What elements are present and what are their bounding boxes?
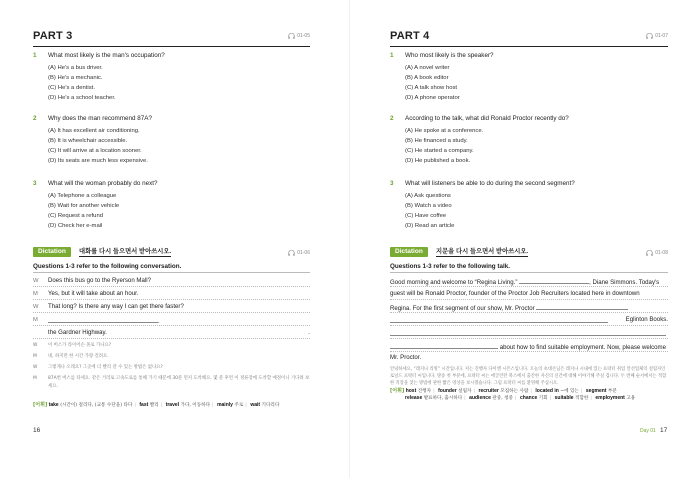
speaker-label: M xyxy=(33,376,37,381)
dictation-subhead: Questions 1-3 refer to the following conversation. xyxy=(33,263,310,273)
translation-text: 네, 하지만 한 시간 가량 걸려요. xyxy=(48,354,109,359)
question-text: What will listeners be able to do during the second segment? xyxy=(405,180,575,187)
option-a[interactable]: (A) It has excellent air conditioning. xyxy=(48,128,140,134)
option-b[interactable]: (B) He's a mechanic. xyxy=(48,75,103,81)
talk-text: about how to find suitable employment. Now, please welcome xyxy=(499,344,667,351)
dictation-line xyxy=(390,289,668,300)
question-text: Who most likely is the speaker? xyxy=(405,52,494,59)
answer-blank[interactable] xyxy=(536,302,628,310)
speaker-label: W xyxy=(33,304,39,310)
speaker-label: W xyxy=(33,343,38,348)
vocab-word: located in xyxy=(535,388,559,394)
dictation-line xyxy=(33,289,310,300)
talk-text: , Diane Simmons. Today's xyxy=(589,279,660,286)
dictation-line xyxy=(390,302,668,313)
option-b[interactable]: (B) It is wheelchair accessible. xyxy=(48,138,128,144)
audio-track[interactable] xyxy=(646,33,668,39)
headphones-icon xyxy=(288,33,295,39)
talk-text: Good morning and welcome to “Regina Living.” xyxy=(390,279,518,286)
dictation-instruction: 대화를 다시 들으면서 받아쓰시오. xyxy=(79,248,172,255)
vocab-meaning: 부분 xyxy=(607,389,617,394)
option-c[interactable]: (C) It will arrive at a location sooner. xyxy=(48,148,142,154)
vocab-word: fast xyxy=(139,402,149,408)
vocab-meaning: 가다, 이동하다 xyxy=(180,403,211,408)
track-number: 01-05 xyxy=(297,33,310,39)
vocab-word: suitable xyxy=(554,395,574,401)
question-number: 1 xyxy=(33,52,37,59)
audio-track[interactable] xyxy=(646,250,668,256)
talk-text: Eglinton Books. xyxy=(625,316,668,323)
option-d[interactable]: (D) Read an article xyxy=(405,223,455,229)
dictation-line xyxy=(390,276,668,287)
dictation-line[interactable] xyxy=(390,328,668,339)
vocab-meaning: 진행자 xyxy=(417,389,432,394)
vocab-meaning: 주로 xyxy=(234,403,244,408)
option-d[interactable]: (D) He's a school teacher. xyxy=(48,95,116,101)
option-b[interactable]: (B) A book editor xyxy=(405,75,449,81)
question-text: What most likely is the man's occupation? xyxy=(48,52,165,59)
vocab-word: host xyxy=(405,388,417,394)
option-c[interactable]: (C) He's a dentist. xyxy=(48,85,95,91)
vocab-tag: [어휘] xyxy=(390,388,405,394)
dictation-header xyxy=(390,247,668,258)
translation-text: 87A번 버스를 타세요. 같은 거리로 고속도로를 통해 가기 때문에 30분 먼저 도착해요. 몇 분 후면 이 정류장에 도착할 예정이니 기다려 보세요. xyxy=(48,376,310,389)
question-number: 1 xyxy=(390,52,394,59)
question-number: 3 xyxy=(33,180,37,187)
question-1 xyxy=(390,52,668,108)
question-text: Why does the man recommend 87A? xyxy=(48,115,152,122)
speaker-label: W xyxy=(33,365,38,370)
option-d[interactable]: (D) Check her e-mail xyxy=(48,223,103,229)
question-number: 3 xyxy=(390,180,394,187)
option-c[interactable]: (C) A talk show host xyxy=(405,85,458,91)
vocabulary-list: [어휘] take (시간이) 걸리다, (교통 수단을) 타다 | fast 빨리 | travel 가다, 이동하다 | mainly 주로 | wait 기다리다 xyxy=(33,402,280,408)
vocab-meaning: 발표하다, 출시하다 xyxy=(423,396,463,401)
dialog-text: Yes, but it will take about an hour. xyxy=(48,290,139,297)
vocab-word: recruiter xyxy=(478,388,499,394)
dictation-line xyxy=(33,276,310,287)
translation-paragraph: 안녕하세요, “레지나 리빙” 시간입니다. 저는 진행자 다이앤 시몬스입니다. 오늘의 초대손님은 레지나 시내에 있는 프락터 취업 알선업체의 설립자인 로널드 프락터 씨입니다. 방송 첫 부분에, 프락터 씨는 에글린턴 북스에서 출간한 자신의 신간에 대해 이야기해 주실 겁니다. 두 번째 순서에서는 적합한 직장을 찾는 방법에 관한 짧은 영상을 보시겠습니다. 그럼 프락터 씨를 환영해 주십시오. xyxy=(390,367,667,386)
talk-text: Regina. For the first segment of our show, Mr. Proctor xyxy=(390,305,535,312)
dictation-header xyxy=(33,247,310,258)
vocab-word: segment xyxy=(585,388,607,394)
question-3 xyxy=(390,180,668,236)
headphones-icon xyxy=(646,33,653,39)
vocab-meaning: 기회 xyxy=(538,396,548,401)
option-a[interactable]: (A) A novel writer xyxy=(405,65,450,71)
vocab-meaning: 적합한 xyxy=(575,396,589,401)
answer-blank[interactable] xyxy=(390,341,498,349)
speaker-label: W xyxy=(33,278,39,284)
vocab-meaning: 빨리 xyxy=(149,403,159,408)
question-2 xyxy=(33,115,310,171)
speaker-label: M xyxy=(33,354,37,359)
question-text: What will the woman probably do next? xyxy=(48,180,158,187)
option-c[interactable]: (C) Request a refund xyxy=(48,213,104,219)
track-number: 01-08 xyxy=(655,250,668,256)
speaker-label: M xyxy=(33,317,38,323)
vocab-word: employment xyxy=(595,395,625,401)
vocab-meaning: 기다리다 xyxy=(261,403,280,408)
dictation-line xyxy=(33,328,310,339)
vocab-word: travel xyxy=(165,402,180,408)
part-header xyxy=(33,30,310,47)
part-title: PART 4 xyxy=(390,30,430,42)
option-d[interactable]: (D) A phone operator xyxy=(405,95,460,101)
option-c[interactable]: (C) He started a company. xyxy=(405,148,474,154)
option-d[interactable]: (D) Its seats are much less expensive. xyxy=(48,158,148,164)
question-1 xyxy=(33,52,310,108)
part-header xyxy=(390,30,668,47)
vocab-word: chance xyxy=(520,395,538,401)
vocab-meaning: (시간이) 걸리다, (교통 수단을) 타다 xyxy=(60,403,133,408)
option-b[interactable]: (B) Watch a video xyxy=(405,203,452,209)
question-number: 2 xyxy=(390,115,394,122)
dictation-badge: Dictation xyxy=(390,247,428,257)
vocab-word: founder xyxy=(438,388,457,394)
vocab-meaning: 모집하는 사람 xyxy=(500,389,529,394)
dictation-line xyxy=(33,315,310,326)
speaker-label: M xyxy=(33,291,38,297)
vocab-word: release xyxy=(405,395,423,401)
option-a[interactable]: (A) He spoke at a conference. xyxy=(405,128,484,134)
vocabulary-list: [어휘] host 진행자 | founder 설립자 | recruiter 모집하는 사람 | located in ~에 있는 | segment 부분 release 발표하다, 출시하다 | audience 관중, 청중 | chance 기회 | suitable 적합한 | employment 고용 xyxy=(390,388,636,401)
vocab-word: mainly xyxy=(217,402,233,408)
page-number: 16 xyxy=(33,427,41,434)
headphones-icon xyxy=(288,250,295,256)
audio-track[interactable] xyxy=(288,250,310,256)
answer-blank[interactable]: . xyxy=(308,329,310,336)
vocab-word: audience xyxy=(469,395,491,401)
option-a[interactable]: (A) Telephone a colleague xyxy=(48,193,117,199)
vocab-word: take xyxy=(48,402,59,408)
dictation-line xyxy=(390,315,668,326)
option-b[interactable]: (B) Wait for another vehicle xyxy=(48,203,120,209)
option-b[interactable]: (B) He financed a study. xyxy=(405,138,468,144)
option-a[interactable]: (A) Ask questions xyxy=(405,193,451,199)
vocab-tag: [어휘] xyxy=(33,402,48,408)
part-title: PART 3 xyxy=(33,30,73,42)
question-2 xyxy=(390,115,668,171)
vocab-meaning: 관중, 청중 xyxy=(492,396,513,401)
translation-text: 이 버스가 라이어슨 몰로 가나요? xyxy=(48,343,112,348)
question-text: According to the talk, what did Ronald Proctor recently do? xyxy=(405,115,569,122)
page-number: 17 xyxy=(660,427,668,434)
track-number: 01-07 xyxy=(655,33,668,39)
audio-track[interactable] xyxy=(288,33,310,39)
dictation-line xyxy=(390,341,668,352)
vocab-meaning: 설립자 xyxy=(458,389,472,394)
translation-text: 그렇게나 오래요? 그곳에 더 빨리 갈 수 있는 방법은 없나요? xyxy=(48,365,163,370)
track-number: 01-06 xyxy=(297,250,310,256)
talk-text: Mr. Proctor. xyxy=(390,354,422,361)
option-c[interactable]: (C) Have coffee xyxy=(405,213,447,219)
talk-text: guest will be Ronald Proctor, founder of the Proctor Job Recruiters located here in downtown xyxy=(390,290,640,297)
question-3 xyxy=(33,180,310,236)
day-label: Day 01 xyxy=(640,428,656,434)
dialog-text: the Gardner Highway. xyxy=(48,329,107,336)
answer-blank[interactable]: . xyxy=(48,315,160,327)
answer-blank[interactable] xyxy=(390,315,608,323)
option-d[interactable]: (D) He published a book. xyxy=(405,158,471,164)
dialog-text: Does this bus go to the Ryerson Mall? xyxy=(48,277,151,284)
vocab-meaning: ~에 있는 xyxy=(560,389,579,394)
dictation-instruction: 지문을 다시 들으면서 받아쓰시오. xyxy=(436,248,529,255)
dialog-text: That long? Is there any way I can get there faster? xyxy=(48,303,184,310)
translation-line xyxy=(33,375,310,391)
question-number: 2 xyxy=(33,115,37,122)
answer-blank[interactable] xyxy=(390,328,666,336)
right-page xyxy=(350,0,700,478)
option-a[interactable]: (A) He's a bus driver. xyxy=(48,65,103,71)
vocab-meaning: 고용 xyxy=(626,396,636,401)
dictation-subhead: Questions 1-3 refer to the following talk. xyxy=(390,263,668,273)
dictation-badge: Dictation xyxy=(33,247,71,257)
dictation-line xyxy=(33,302,310,313)
dictation-line xyxy=(390,353,668,363)
answer-blank[interactable] xyxy=(519,276,589,284)
headphones-icon xyxy=(646,250,653,256)
vocab-word: wait xyxy=(250,402,261,408)
